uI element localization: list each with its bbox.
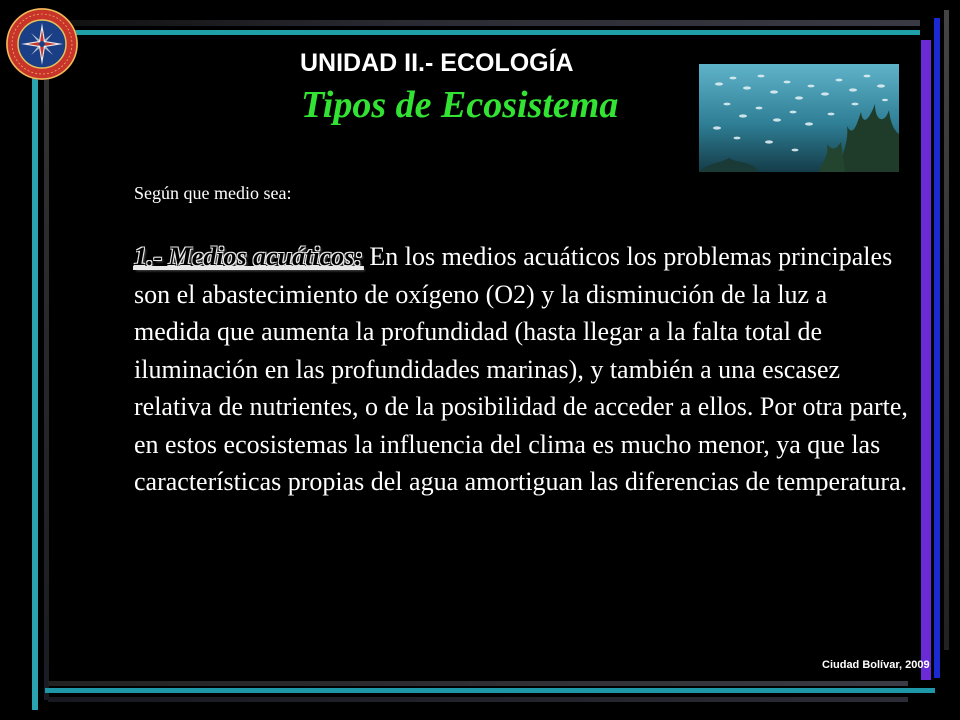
section-heading: 1.- Medios acuáticos: <box>134 242 363 271</box>
frame-bar-right-gray <box>944 10 949 650</box>
underwater-photo <box>699 64 899 172</box>
frame-bar-right-purple <box>921 40 931 680</box>
intro-text: Según que medio sea: <box>134 183 292 203</box>
footer-location-date: Ciudad Bolívar, 2009 <box>822 659 930 671</box>
frame-bar-top-teal <box>60 30 920 35</box>
frame-bar-right-blue <box>934 18 940 678</box>
frame-bar-left-dark <box>44 60 49 700</box>
frame-bar-bottom-dark-2 <box>48 697 908 702</box>
body-paragraph <box>134 238 909 501</box>
university-seal-icon <box>4 6 80 82</box>
frame-bar-left-teal <box>32 50 38 710</box>
frame-bar-top-dark <box>60 20 920 26</box>
body-text: En los medios acuáticos los problemas principales son el abastecimiento de oxígeno (O2) y la disminución de la luz a medida que aumenta la profundidad (hasta llegar a la falta total de iluminación en las profundidades marinas), y también a una escasez relativa de nutrientes, o de la posibilidad de acceder a ellos. Por otra parte, en estos ecosistemas la influencia del clima es mucho menor, ya que las características propias del agua amortiguan las diferencias de temperatura. <box>134 242 908 496</box>
frame-bar-bottom-teal <box>45 688 935 693</box>
frame-bar-bottom-dark <box>48 681 908 686</box>
unit-title: UNIDAD II.- ECOLOGÍA <box>300 49 574 77</box>
slide-title: Tipos de Ecosistema <box>301 84 619 126</box>
